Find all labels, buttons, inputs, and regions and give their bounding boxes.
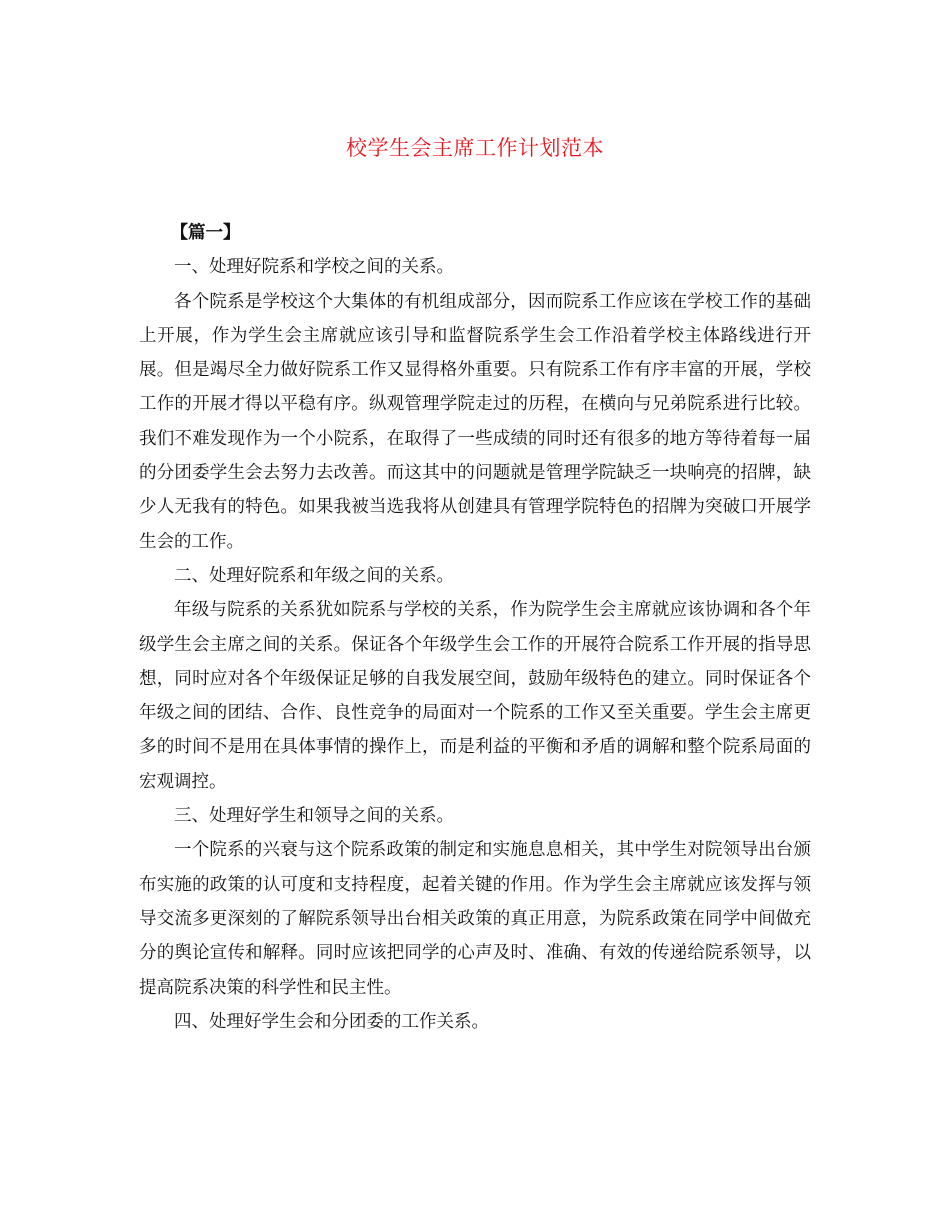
document-title: 校学生会主席工作计划范本 — [346, 136, 604, 160]
section-heading-4: 四、处理好学生会和分团委的工作关系。 — [174, 1011, 489, 1032]
section-label: 【篇一】 — [170, 223, 241, 243]
paragraph-1: 各个院系是学校这个大集体的有机组成部分，因而院系工作应该在学校工作的基础上开展，作为学生会主席就应该引导和监督院系学生会工作沿着学校主体路线进行开展。但是竭尽全力做好院系工作又显得格外重要。只有院系工作有序丰富的开展，学校工作的开展才得以平稳有序。纵观管理学院走过的历程，在横向与兄弟院系进行比较。我们不难发现作为一个小院系，在取得了一些成绩的同时还有很多的地方等待着每一届的分团委学生会去努力去改善。而这其中的问题就是管理学院缺乏一块响亮的招牌，缺少人无我有的特色。如果我被当选我将从创建具有管理学院特色的招牌为突破口开展学生会的工作。 — [139, 291, 811, 552]
section-heading-3: 三、处理好学生和领导之间的关系。 — [174, 806, 454, 827]
paragraph-3: 一个院系的兴衰与这个院系政策的制定和实施息息相关，其中学生对院领导出台颁布实施的政策的认可度和支持程度，起着关键的作用。作为学生会主席就应该发挥与领导交流多更深刻的了解院系领导出台相关政策的真正用意，为院系政策在同学中间做充分的舆论宣传和解释。同时应该把同学的心声及时、准确、有效的传递给院系领导，以提高院系决策的科学性和民主性。 — [139, 840, 811, 998]
section-heading-2: 二、处理好院系和年级之间的关系。 — [174, 565, 454, 586]
section-heading-1: 一、处理好院系和学校之间的关系。 — [174, 257, 454, 278]
paragraph-2: 年级与院系的关系犹如院系与学校的关系，作为院学生会主席就应该协调和各个年级学生会主席之间的关系。保证各个年级学生会工作的开展符合院系工作开展的指导思想，同时应对各个年级保证足够的自我发展空间，鼓励年级特色的建立。同时保证各个年级之间的团结、合作、良性竞争的局面对一个院系的工作又至关重要。学生会主席更多的时间不是用在具体事情的操作上，而是利益的平衡和矛盾的调解和整个院系局面的宏观调控。 — [139, 600, 811, 792]
document-body — [139, 216, 811, 1039]
